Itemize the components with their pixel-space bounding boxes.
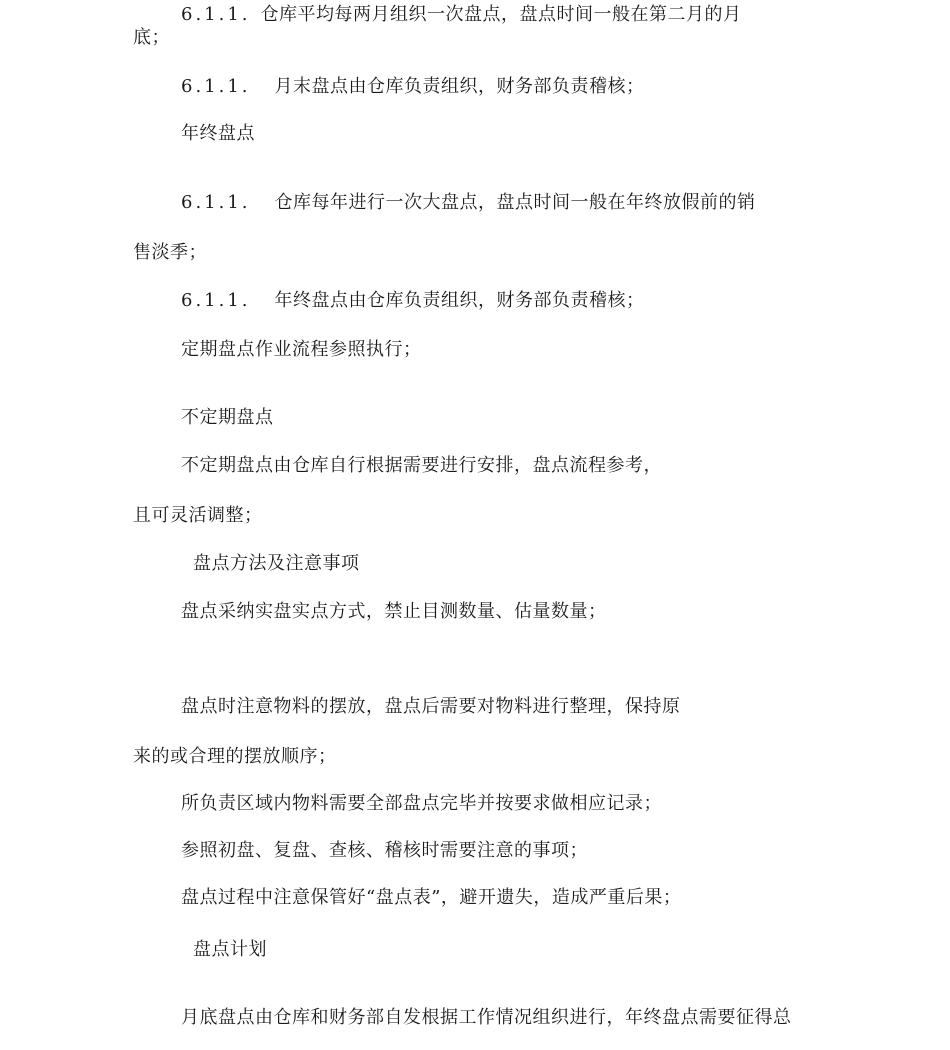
section-heading <box>181 122 255 146</box>
paragraph-line <box>181 3 742 27</box>
paragraph-line <box>133 241 207 265</box>
line-text: 盘点采纳实盘实点方式，禁止目测数量、估量数量； <box>181 601 607 622</box>
section-number: 6.1.1. <box>181 192 251 213</box>
paragraph-line <box>181 695 681 719</box>
heading-text: 盘点方法及注意事项 <box>193 553 360 574</box>
section-heading <box>193 938 267 962</box>
line-text: 月底盘点由仓库和财务部自发根据工作情况组织进行，年终盘点需要征得总 <box>181 1007 792 1028</box>
heading-text: 不定期盘点 <box>181 407 274 428</box>
paragraph-line <box>181 792 662 816</box>
section-number: 6.1.1. <box>181 76 251 97</box>
paragraph-line <box>181 75 645 99</box>
line-text: 年终盘点由仓库负责组织，财务部负责稽核； <box>274 290 645 311</box>
paragraph-line <box>133 504 263 528</box>
paragraph-line <box>133 26 170 50</box>
section-number: 6.1.1. <box>181 4 251 25</box>
section-number: 6.1.1. <box>181 290 251 311</box>
heading-text: 年终盘点 <box>181 123 255 144</box>
paragraph-line <box>181 289 645 313</box>
paragraph-line <box>181 886 681 910</box>
line-text: 盘点时注意物料的摆放，盘点后需要对物料进行整理，保持原 <box>181 696 681 717</box>
line-text: 来的或合理的摆放顺序； <box>133 746 337 767</box>
paragraph-line <box>181 1006 792 1030</box>
paragraph-line <box>181 600 607 624</box>
line-text: 底； <box>133 27 170 48</box>
line-text: 所负责区域内物料需要全部盘点完毕并按要求做相应记录； <box>181 793 662 814</box>
line-text: 月末盘点由仓库负责组织，财务部负责稽核； <box>274 76 645 97</box>
line-text: 仓库平均每两月组织一次盘点，盘点时间一般在第二月的月 <box>260 4 742 25</box>
paragraph-line <box>181 839 588 863</box>
line-text: 售淡季； <box>133 242 207 263</box>
line-text: 盘点过程中注意保管好“盘点表”，避开遗失，造成严重后果； <box>181 887 682 908</box>
section-heading <box>181 406 274 430</box>
line-text: 定期盘点作业流程参照执行； <box>181 339 422 360</box>
line-text: 且可灵活调整； <box>133 505 263 526</box>
paragraph-line <box>181 191 756 215</box>
paragraph-line <box>181 338 422 362</box>
line-text: 不定期盘点由仓库自行根据需要进行安排，盘点流程参考， <box>181 455 662 476</box>
line-text: 参照初盘、复盘、查核、稽核时需要注意的事项； <box>181 840 588 861</box>
paragraph-line <box>133 745 337 769</box>
heading-text: 盘点计划 <box>193 939 267 960</box>
paragraph-line <box>181 454 662 478</box>
section-heading <box>193 552 360 576</box>
line-text: 仓库每年进行一次大盘点，盘点时间一般在年终放假前的销 <box>274 192 756 213</box>
